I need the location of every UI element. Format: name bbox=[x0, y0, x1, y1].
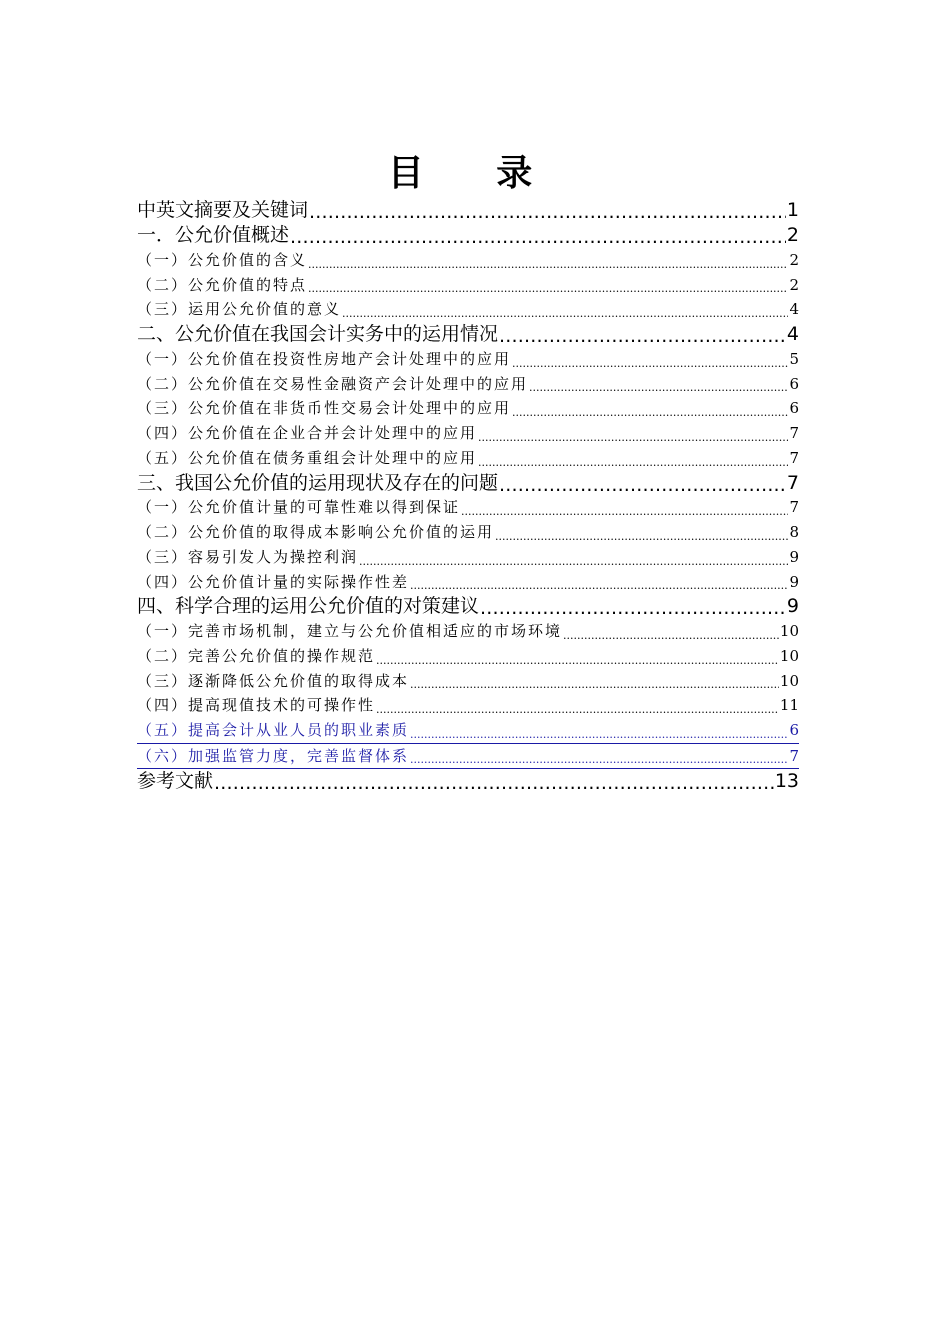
toc-entry[interactable] bbox=[137, 421, 799, 446]
toc-entry[interactable] bbox=[137, 619, 799, 644]
toc-entry[interactable] bbox=[137, 273, 799, 298]
toc-entry-page: 6 bbox=[789, 374, 799, 393]
toc-entry-page: 7 bbox=[789, 448, 799, 467]
toc-entry-page: 1 bbox=[786, 199, 799, 221]
toc-entry-text: 四、科学合理的运用公允价值的对策建议 bbox=[137, 595, 480, 618]
dot-leader bbox=[410, 677, 779, 693]
toc-entry-page: 6 bbox=[789, 720, 799, 739]
dot-leader bbox=[499, 326, 786, 347]
toc-entry-page: 9 bbox=[786, 595, 799, 618]
dot-leader bbox=[214, 773, 774, 794]
dot-leader bbox=[563, 628, 779, 644]
toc-entry-page: 2 bbox=[786, 224, 799, 246]
toc-entry[interactable] bbox=[137, 693, 799, 718]
toc-entry-text: （二）公允价值的取得成本影响公允价值的运用 bbox=[137, 523, 495, 542]
dot-leader bbox=[480, 598, 786, 619]
toc-entry-text: 中英文摘要及关键词 bbox=[137, 199, 309, 221]
dot-leader bbox=[410, 727, 788, 743]
dot-leader bbox=[478, 455, 788, 471]
dot-leader bbox=[290, 227, 786, 248]
dot-leader bbox=[342, 306, 788, 322]
toc-entry-text: （六）加强监管力度，完善监督体系 bbox=[137, 746, 410, 765]
toc-entry-text: （三）公允价值在非货币性交易会计处理中的应用 bbox=[137, 399, 512, 418]
toc-entry[interactable] bbox=[137, 223, 799, 248]
toc-entry-text: （一）公允价值计量的可靠性难以得到保证 bbox=[137, 498, 461, 517]
toc-entry-page: 9 bbox=[789, 572, 799, 591]
toc-entry-page: 10 bbox=[779, 646, 799, 665]
toc-entry-page: 10 bbox=[779, 622, 799, 641]
toc-entry-text: （三）容易引发人为操控利润 bbox=[137, 547, 359, 566]
dot-leader bbox=[309, 202, 786, 223]
dot-leader bbox=[512, 356, 788, 372]
toc-entry-text: （三）逐渐降低公允价值的取得成本 bbox=[137, 671, 410, 690]
toc-entry-page: 4 bbox=[789, 300, 799, 319]
toc-entry-hyperlink[interactable] bbox=[137, 718, 799, 744]
toc-entry[interactable] bbox=[137, 372, 799, 397]
toc-entry[interactable] bbox=[137, 248, 799, 273]
dot-leader bbox=[308, 281, 788, 297]
toc-entry-text: （三）运用公允价值的意义 bbox=[137, 300, 342, 319]
toc-entry-page: 2 bbox=[789, 250, 799, 269]
toc-entry-page: 10 bbox=[779, 671, 799, 690]
dot-leader bbox=[512, 405, 788, 421]
toc-entry-page: 6 bbox=[789, 399, 799, 418]
toc-entry-page: 9 bbox=[789, 547, 799, 566]
toc-entry-page: 7 bbox=[789, 498, 799, 517]
toc-entry[interactable] bbox=[137, 198, 799, 223]
toc-entry-page: 11 bbox=[779, 696, 799, 715]
toc-entry-text: 三、我国公允价值的运用现状及存在的问题 bbox=[137, 471, 499, 494]
toc-entry-text: （四）公允价值在企业合并会计处理中的应用 bbox=[137, 424, 478, 443]
toc-entry-hyperlink[interactable] bbox=[137, 744, 799, 770]
toc-entry[interactable] bbox=[137, 520, 799, 545]
toc-entry[interactable] bbox=[137, 594, 799, 619]
toc-entry-text: （四）公允价值计量的实际操作性差 bbox=[137, 572, 410, 591]
toc-entry-page: 8 bbox=[789, 523, 799, 542]
dot-leader bbox=[308, 257, 788, 273]
toc-entry-text: （五）提高会计从业人员的职业素质 bbox=[137, 720, 410, 739]
toc-entry-text: 二、公允价值在我国会计实务中的运用情况 bbox=[137, 323, 499, 346]
toc-entry-text: （二）公允价值在交易性金融资产会计处理中的应用 bbox=[137, 374, 529, 393]
toc-entry-text: （四）提高现值技术的可操作性 bbox=[137, 696, 376, 715]
toc-entry-text: 参考文献 bbox=[137, 770, 214, 793]
toc-entry-text: （一）公允价值的含义 bbox=[137, 250, 308, 269]
dot-leader bbox=[499, 475, 786, 496]
toc-entry[interactable] bbox=[137, 446, 799, 471]
toc-entry[interactable] bbox=[137, 396, 799, 421]
toc-entry[interactable] bbox=[137, 644, 799, 669]
toc-entry-text: （五）公允价值在债务重组会计处理中的应用 bbox=[137, 448, 478, 467]
dot-leader bbox=[478, 430, 788, 446]
toc-entry-text: 一．公允价值概述 bbox=[137, 224, 290, 246]
toc-entry[interactable] bbox=[137, 669, 799, 694]
dot-leader bbox=[376, 653, 779, 669]
dot-leader bbox=[410, 578, 788, 594]
dot-leader bbox=[376, 702, 779, 718]
toc-entry-text: （二）完善公允价值的操作规范 bbox=[137, 646, 376, 665]
toc-entry[interactable] bbox=[137, 570, 799, 595]
toc-entry-page: 5 bbox=[789, 350, 799, 369]
toc-entry[interactable] bbox=[137, 545, 799, 570]
dot-leader bbox=[410, 752, 788, 768]
dot-leader bbox=[495, 529, 788, 545]
toc-entry[interactable] bbox=[137, 769, 799, 794]
dot-leader bbox=[461, 504, 788, 520]
toc-entry[interactable] bbox=[137, 347, 799, 372]
toc-entry-page: 7 bbox=[786, 471, 799, 494]
toc-entry-text: （一）完善市场机制，建立与公允价值相适应的市场环境 bbox=[137, 622, 563, 641]
toc-title: 目 录 bbox=[387, 153, 563, 194]
dot-leader bbox=[529, 380, 788, 396]
toc-entry[interactable] bbox=[137, 496, 799, 521]
toc-entry[interactable] bbox=[137, 322, 799, 347]
toc-entry-text: （二）公允价值的特点 bbox=[137, 275, 308, 294]
toc-entry-text: （一）公允价值在投资性房地产会计处理中的应用 bbox=[137, 350, 512, 369]
toc-entry-page: 4 bbox=[786, 323, 799, 346]
toc-entry-page: 7 bbox=[789, 424, 799, 443]
dot-leader bbox=[359, 554, 788, 570]
toc-entry-page: 13 bbox=[774, 770, 799, 793]
toc-entry[interactable] bbox=[137, 297, 799, 322]
toc-entry-page: 7 bbox=[789, 746, 799, 765]
toc-entry[interactable] bbox=[137, 471, 799, 496]
table-of-contents bbox=[137, 198, 799, 794]
toc-entry-page: 2 bbox=[789, 275, 799, 294]
